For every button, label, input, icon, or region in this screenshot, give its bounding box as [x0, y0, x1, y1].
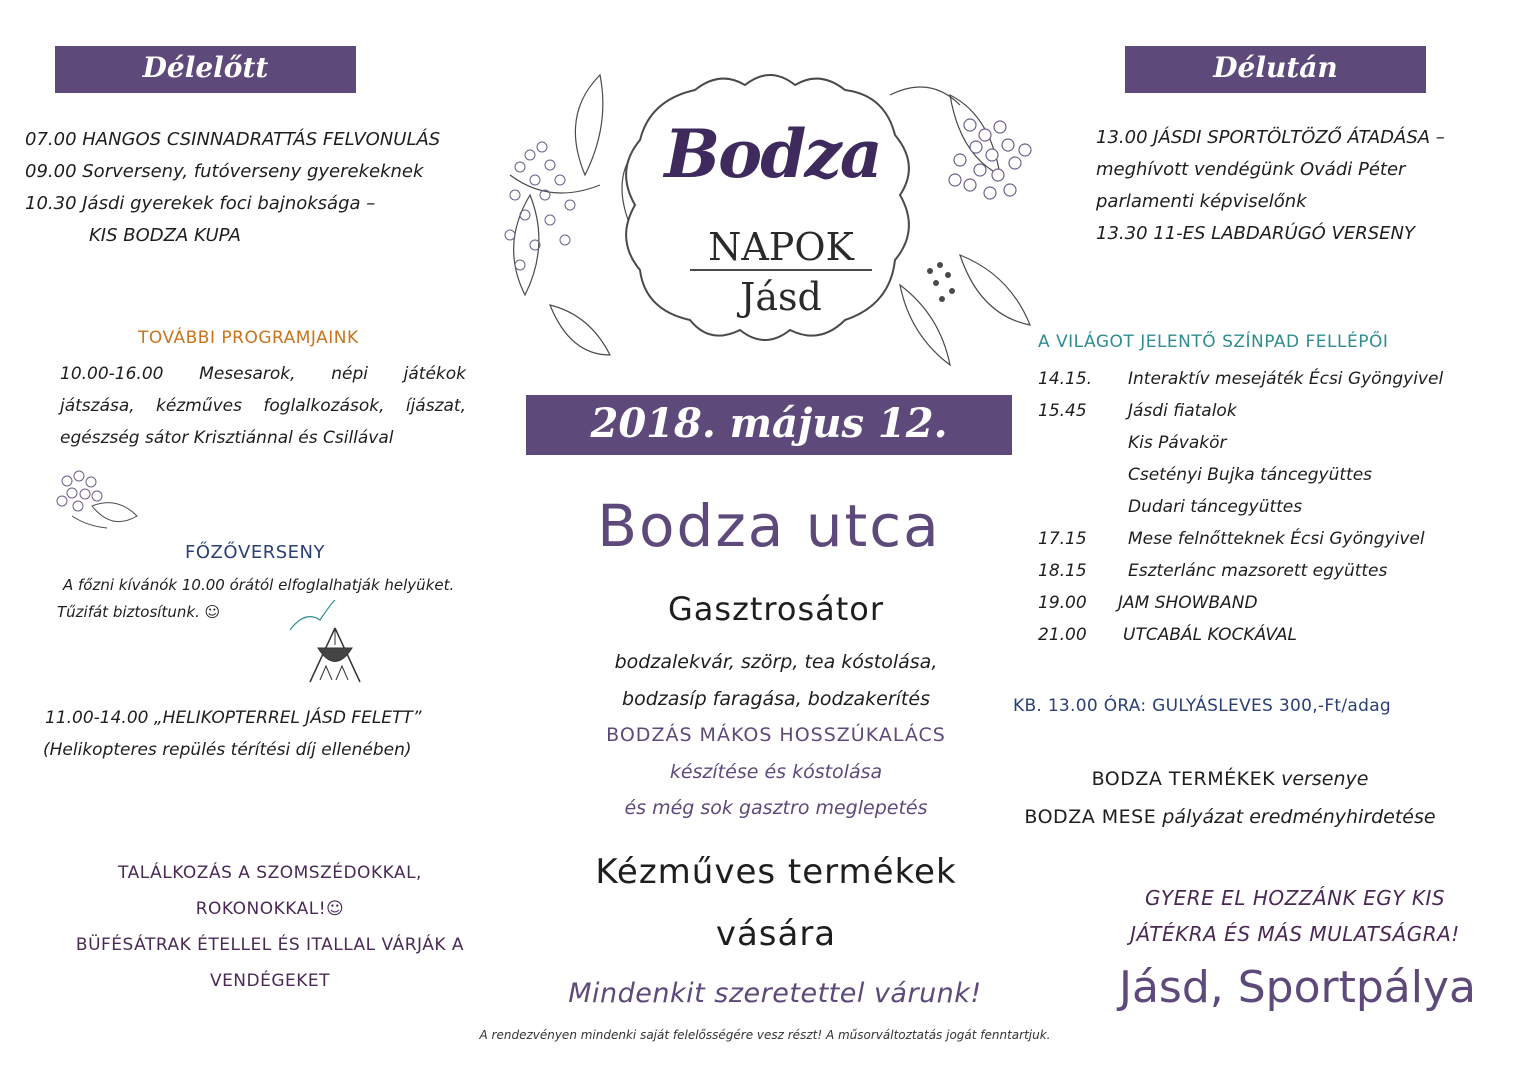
- gastro-list: [526, 644, 1026, 827]
- logo-script: Bodza: [664, 115, 881, 193]
- meet-line: TALÁLKOZÁS A SZOMSZÉDOKKAL,: [118, 863, 422, 883]
- schedule-time: 15.45: [1038, 401, 1087, 421]
- logo-emblem: [490, 55, 1040, 375]
- more-line: egészség sátor Krisztiánnal és Csillával: [60, 428, 394, 448]
- afternoon-item: parlamenti képviselőnk: [1096, 191, 1307, 212]
- schedule-row: [1038, 459, 1443, 491]
- crafts-line-2: vására: [715, 914, 837, 954]
- afternoon-item: 13.30 11-ES LABDARÚGÓ VERSENY: [1096, 223, 1416, 244]
- heli-line-2: (Helikopteres repülés térítési díj ellenében): [43, 740, 412, 760]
- schedule-row: [1038, 555, 1443, 587]
- morning-item: 10.30 Jásdi gyerekek foci bajnoksága –: [25, 193, 376, 214]
- schedule-time: 14.15.: [1038, 369, 1093, 389]
- gastro-line: készítése és kóstolása: [669, 760, 883, 783]
- elderflower-illustration: [490, 55, 1040, 375]
- schedule-row: [1038, 363, 1443, 395]
- morning-banner: Délelőtt: [55, 46, 356, 93]
- more-programs-text: [60, 358, 466, 454]
- cauldron-icon: [290, 600, 370, 686]
- invite-line: GYERE EL HOZZÁNK EGY KIS: [1144, 886, 1446, 910]
- stage-schedule: [1038, 363, 1443, 651]
- schedule-row: [1038, 587, 1443, 619]
- schedule-row: [1038, 491, 1443, 523]
- afternoon-item: meghívott vendégünk Ovádi Péter: [1096, 159, 1406, 180]
- meet-line: ROKONOKKAL!☺: [195, 899, 345, 919]
- schedule-act: Jásdi fiatalok: [1128, 401, 1237, 421]
- schedule-time: 17.15: [1038, 529, 1087, 549]
- cooking-line-2: Tűzifát biztosítunk. ☺: [57, 603, 221, 621]
- schedule-act: Kis Pávakör: [1128, 433, 1227, 453]
- meet-block: [30, 855, 510, 999]
- goulash-note: KB. 13.00 ÓRA: GULYÁSLEVES 300,-Ft/adag: [1013, 696, 1392, 716]
- gastro-line: bodzalekvár, szörp, tea kóstolása,: [614, 651, 938, 673]
- more-line: játszása, kézműves foglalkozások, íjászat,: [60, 396, 466, 416]
- morning-item: KIS BODZA KUPA: [89, 225, 241, 246]
- stage-title: A VILÁGOT JELENTŐ SZÍNPAD FELLÉPŐI: [1038, 332, 1389, 352]
- schedule-act: UTCABÁL KOCKÁVAL: [1123, 625, 1297, 645]
- gastro-title: Gasztrosátor: [667, 590, 884, 628]
- crafts-line-1: Kézműves termékek: [595, 852, 957, 892]
- schedule-row: [1038, 427, 1443, 459]
- schedule-row: [1038, 619, 1443, 651]
- morning-item: 07.00 HANGOS CSINNADRATTÁS FELVONULÁS: [25, 129, 441, 150]
- logo-place: Jásd: [740, 275, 822, 319]
- afternoon-list: [1096, 122, 1445, 250]
- schedule-act: Interaktív mesejáték Écsi Gyöngyivel: [1128, 369, 1444, 389]
- meet-line: BÜFÉSÁTRAK ÉTELLEL ÉS ITALLAL VÁRJÁK A: [75, 935, 465, 955]
- schedule-act: Dudari táncegyüttes: [1128, 497, 1303, 517]
- cooking-line-1: A főzni kívánók 10.00 órától elfoglalhatják helyüket.: [63, 576, 455, 594]
- contest-block: [1005, 760, 1455, 836]
- invite-line: JÁTÉKRA ÉS MÁS MULATSÁGRA!: [1130, 922, 1460, 946]
- heli-line-1: 11.00-14.00 „HELIKOPTERREL JÁSD FELETT”: [45, 708, 422, 728]
- schedule-time: 18.15: [1038, 561, 1087, 581]
- meet-line: VENDÉGEKET: [209, 971, 331, 991]
- schedule-row: [1038, 395, 1443, 427]
- morning-list: [25, 124, 440, 252]
- schedule-act: Mese felnőtteknek Écsi Gyöngyivel: [1128, 529, 1425, 549]
- street-title: Bodza utca: [597, 492, 941, 560]
- gastro-line: bodzasíp faragása, bodzakerítés: [622, 687, 930, 710]
- invite-block: [1060, 880, 1527, 952]
- afternoon-item: 13.00 JÁSDI SPORTÖLTÖZŐ ÁTADÁSA –: [1096, 127, 1445, 148]
- afternoon-banner: Délután: [1125, 46, 1426, 93]
- schedule-time: 21.00: [1038, 625, 1087, 645]
- venue-title: Jásd, Sportpálya: [1118, 962, 1476, 1013]
- elderflower-icon: [52, 466, 142, 536]
- schedule-act: Csetényi Bujka táncegyüttes: [1128, 465, 1373, 485]
- schedule-time: 19.00: [1038, 593, 1087, 613]
- gastro-line: és még sok gasztro meglepetés: [624, 797, 928, 819]
- contest-highlight: BODZA MESE: [1024, 806, 1157, 828]
- date-banner: 2018. május 12.: [526, 395, 1012, 455]
- contest-text: pályázat eredményhirdetése: [1162, 806, 1436, 828]
- more-line: 10.00-16.00 Mesesarok, népi játékok: [60, 364, 466, 384]
- schedule-act: Eszterlánc mazsorett együttes: [1128, 561, 1388, 581]
- contest-text: versenye: [1281, 768, 1369, 790]
- more-programs-title: TOVÁBBI PROGRAMJAINK: [138, 328, 359, 348]
- gastro-line: BODZÁS MÁKOS HOSSZÚKALÁCS: [606, 724, 946, 746]
- morning-item: 09.00 Sorverseny, futóverseny gyerekeknek: [25, 161, 424, 182]
- disclaimer: A rendezvényen mindenki saját felelősségére vesz részt! A műsorváltoztatás jogát fenntartjuk.: [479, 1028, 1051, 1042]
- logo-napok: NAPOK: [708, 225, 854, 269]
- schedule-act: JAM SHOWBAND: [1118, 593, 1258, 613]
- welcome-text: Mindenkit szeretettel várunk!: [568, 978, 982, 1009]
- cooking-title: FŐZŐVERSENY: [185, 542, 325, 563]
- schedule-row: [1038, 523, 1443, 555]
- contest-highlight: BODZA TERMÉKEK: [1091, 768, 1276, 790]
